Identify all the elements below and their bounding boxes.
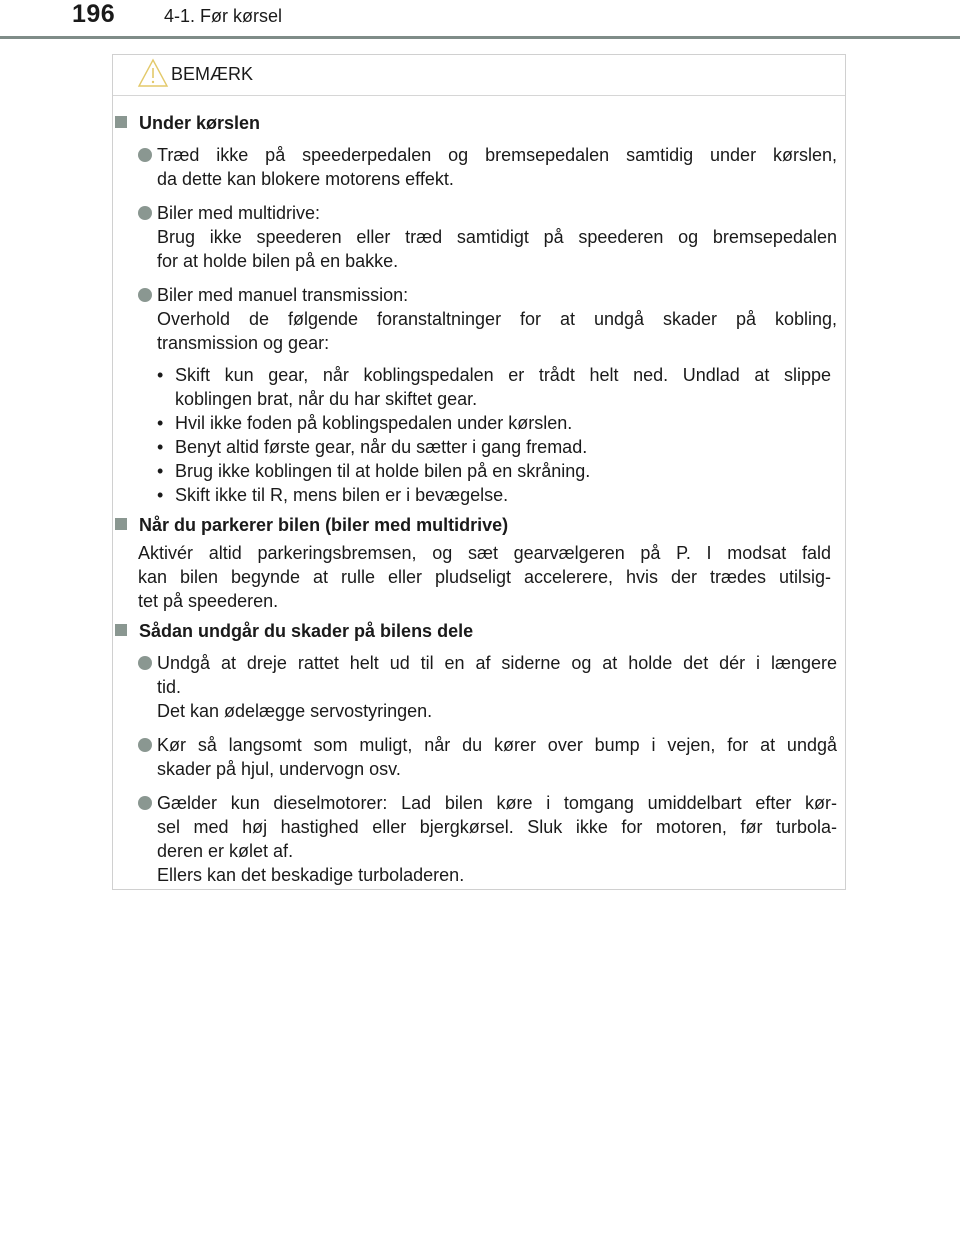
heading-text: Sådan undgår du skader på bilens dele (139, 621, 474, 641)
paragraph (113, 541, 845, 613)
text-line: deren er kølet af. (157, 841, 294, 861)
text-line: Det kan ødelægge servostyringen. (157, 701, 433, 721)
small-bullet-icon: • (157, 485, 164, 505)
bullet-item (113, 201, 845, 273)
text-line: skader på hjul, undervogn osv. (157, 759, 401, 779)
sub-list (113, 363, 845, 507)
square-bullet-icon (115, 116, 127, 128)
notice-content (113, 107, 845, 887)
text-line: Biler med manuel transmission: (157, 285, 409, 305)
text-line: sel med høj hastighed eller bjergkørsel. Sluk ikke for motoren, før turbola- (157, 817, 837, 837)
text-line: Træd ikke på speederpedalen og bremsepedalen samtidig under kørslen, (157, 145, 837, 165)
sub-list-item (157, 411, 831, 435)
round-bullet-icon (138, 288, 152, 302)
small-bullet-icon: • (157, 365, 164, 385)
notice-header (113, 55, 845, 96)
notice-box (112, 54, 846, 890)
text-line: kan bilen begynde at rulle eller pludseligt accelerere, hvis der trædes utilsig- (138, 567, 831, 587)
square-bullet-icon (115, 518, 127, 530)
text-line: Skift kun gear, når koblingspedalen er trådt helt ned. Undlad at slippe (175, 365, 831, 385)
text-line: koblingen brat, når du har skiftet gear. (175, 389, 478, 409)
text-line: Biler med multidrive: (157, 203, 321, 223)
text-line: Ellers kan det beskadige turboladeren. (157, 865, 465, 885)
square-bullet-icon (115, 624, 127, 636)
bullet-item (113, 733, 845, 781)
heading-under-korslen (113, 111, 845, 135)
text-line: Overhold de følgende foranstaltninger for at undgå skader på kobling, (157, 309, 837, 329)
heading-parkering (113, 513, 845, 537)
text-line: for at holde bilen på en bakke. (157, 251, 399, 271)
text-line: Aktivér altid parkeringsbremsen, og sæt gearvælgeren på P. I modsat fald (138, 543, 831, 563)
heading-text: Når du parkerer bilen (biler med multidrive) (139, 515, 509, 535)
text-line: Skift ikke til R, mens bilen er i bevægelse. (175, 485, 509, 505)
text-line: transmission og gear: (157, 333, 330, 353)
text-line: Gælder kun dieselmotorer: Lad bilen køre i tomgang umiddelbart efter kør- (157, 793, 837, 813)
sub-list-item (157, 363, 831, 411)
round-bullet-icon (138, 656, 152, 670)
page-number: 196 (72, 0, 116, 28)
bullet-item (113, 651, 845, 723)
text-line: Brug ikke koblingen til at holde bilen på en skråning. (175, 461, 591, 481)
heading-text: Under kørslen (139, 113, 261, 133)
text-line: tid. (157, 677, 182, 697)
bullet-item (113, 791, 845, 887)
round-bullet-icon (138, 796, 152, 810)
small-bullet-icon: • (157, 413, 164, 433)
text-line: tet på speederen. (138, 591, 279, 611)
notice-label: BEMÆRK (171, 64, 254, 84)
text-line: Undgå at dreje rattet helt ud til en af siderne og at holde det dér i længere (157, 653, 837, 673)
sub-list-item (157, 483, 831, 507)
heading-skader (113, 619, 845, 643)
text-line: Benyt altid første gear, når du sætter i gang fremad. (175, 437, 588, 457)
bullet-item (113, 143, 845, 191)
round-bullet-icon (138, 206, 152, 220)
text-line: Kør så langsomt som muligt, når du kører over bump i vejen, for at undgå (157, 735, 837, 755)
text-line: Brug ikke speederen eller træd samtidigt på speederen og bremsepedalen (157, 227, 837, 247)
text-line: da dette kan blokere motorens effekt. (157, 169, 454, 189)
text-line: Hvil ikke foden på koblingspedalen under kørslen. (175, 413, 573, 433)
small-bullet-icon: • (157, 461, 164, 481)
header-rule (0, 36, 960, 39)
round-bullet-icon (138, 738, 152, 752)
round-bullet-icon (138, 148, 152, 162)
small-bullet-icon: • (157, 437, 164, 457)
sub-list-item (157, 459, 831, 483)
section-title: 4-1. Før kørsel (164, 6, 283, 26)
warning-triangle-icon (137, 58, 169, 88)
sub-list-item (157, 435, 831, 459)
bullet-item (113, 283, 845, 355)
